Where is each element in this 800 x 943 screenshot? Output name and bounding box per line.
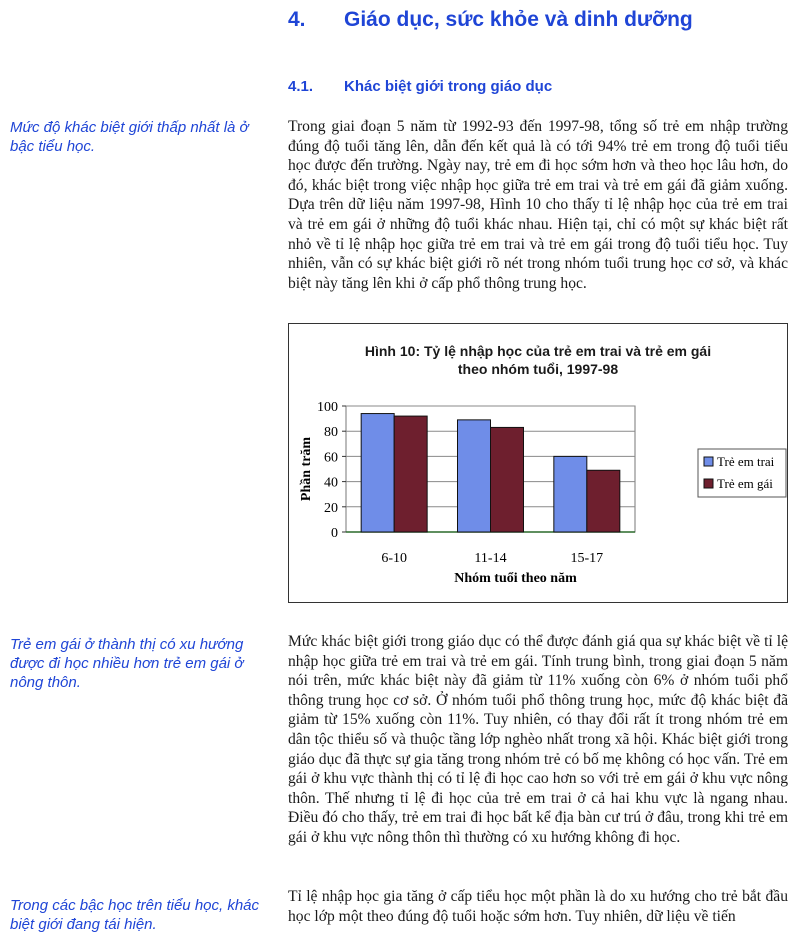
legend-label: Trẻ em gái (717, 476, 773, 491)
figure-chart (288, 323, 788, 603)
y-tick-label: 80 (324, 425, 338, 441)
bar-trẻ-em-trai-15-17 (554, 456, 587, 532)
chart-title: Hình 10: Tỷ lệ nhập học của trẻ em trai và trẻ em gái theo nhóm tuổi, 1997-98 (364, 343, 712, 377)
body-paragraph: Mức khác biệt giới trong giáo dục có thể được đánh giá qua sự khác biệt về tỉ lệ nhập học giữa trẻ em trai và trẻ em gái. Tính trung bình, trong giai đoạn 5 năm nói trên, mức khác biệt này đã giảm từ 11% xuống còn 6% ở nhóm tuổi phổ thông trung học cơ sở. Ở nhóm tuổi phổ thông trung học, mức độ khác biệt đã giảm từ 15% xuống còn 11%. Tuy nhiên, có thay đổi rất ít trong nhóm trẻ em dân tộc thiểu số và thuộc tầng lớp nghèo nhất trong xã hội. Khác biệt giới trong giáo dục đã thực sự gia tăng trong nhóm trẻ có bố mẹ không có học vấn. Trẻ em gái ở khu vực thành thị có tỉ lệ đi học cao hơn so với trẻ em gái ở khu vực nông thôn. Thế nhưng tỉ lệ đi học của trẻ em trai ở cả hai khu vực là ngang nhau. Điều đó cho thấy, trẻ em trai đi học bất kể địa bàn cư trú ở đâu, trong khi trẻ em gái ở khu vực nông thôn thì thường có xu hướng không đi học. (288, 633, 788, 846)
y-tick-label: 0 (331, 526, 338, 541)
body-paragraph: Tỉ lệ nhập học gia tăng ở cấp tiểu học một phần là do xu hướng cho trẻ bắt đầu học lớp một theo đúng độ tuổi hoặc sớm hơn. Tuy nhiên, dữ liệu về tiến (288, 888, 788, 925)
subsection-heading: 4.1. Khác biệt giới trong giáo dục (288, 78, 553, 95)
bar-trẻ-em-gái-6-10 (394, 416, 427, 532)
body-paragraph: Trong giai đoạn 5 năm từ 1992-93 đến 1997-98, tổng số trẻ em nhập trường đúng độ tuổi tăng lên, dẫn đến kết quả là có tới 94% trẻ em trong độ tuổi tiểu học được đến trường. Ngày nay, trẻ em đi học sớm hơn và theo học lâu hơn, do đó, khác biệt trong việc nhập học giữa trẻ em trai và trẻ em gái đã giảm xuống. Dựa trên dữ liệu năm 1997-98, Hình 10 cho thấy tỉ lệ nhập học của trẻ em trai và trẻ em gái ở những độ tuổi khác nhau. Hiện tại, chỉ có một sự khác biệt rất nhỏ về tỉ lệ nhập học giữa trẻ em trai và trẻ em gái trong độ tuổi tiểu học. Tuy nhiên, vẫn có sự khác biệt giới rõ nét trong nhóm tuổi trung học cơ sở, và khác biệt này tăng lên khi ở cấp phổ thông trung học. (288, 118, 788, 292)
x-tick-label: 11-14 (474, 551, 507, 566)
legend-swatch (704, 457, 713, 466)
y-axis-label: Phần trăm (299, 436, 314, 502)
y-tick-label: 100 (317, 400, 338, 415)
bar-chart (289, 324, 787, 602)
bar-trẻ-em-gái-15-17 (587, 470, 620, 532)
section-heading: 4. Giáo dục, sức khỏe và dinh dưỡng (288, 8, 693, 31)
bar-trẻ-em-gái-11-14 (491, 427, 524, 532)
x-axis-label: Nhóm tuổi theo năm (454, 571, 577, 586)
legend-swatch (704, 479, 713, 488)
side-note: Trẻ em gái ở thành thị có xu hướng được đi học nhiều hơn trẻ em gái ở nông thôn. (10, 636, 244, 691)
x-tick-label: 6-10 (381, 551, 408, 566)
legend-label: Trẻ em trai (717, 454, 775, 469)
y-tick-label: 60 (324, 450, 338, 466)
y-tick-label: 40 (324, 475, 338, 491)
side-note: Trong các bậc học trên tiểu học, khác biệt giới đang tái hiện. (10, 897, 260, 933)
x-tick-label: 15-17 (570, 551, 604, 566)
bar-trẻ-em-trai-6-10 (361, 414, 394, 532)
side-note: Mức độ khác biệt giới thấp nhất là ở bậc tiểu học. (10, 119, 249, 155)
y-tick-label: 20 (324, 500, 338, 516)
bar-trẻ-em-trai-11-14 (458, 420, 491, 532)
